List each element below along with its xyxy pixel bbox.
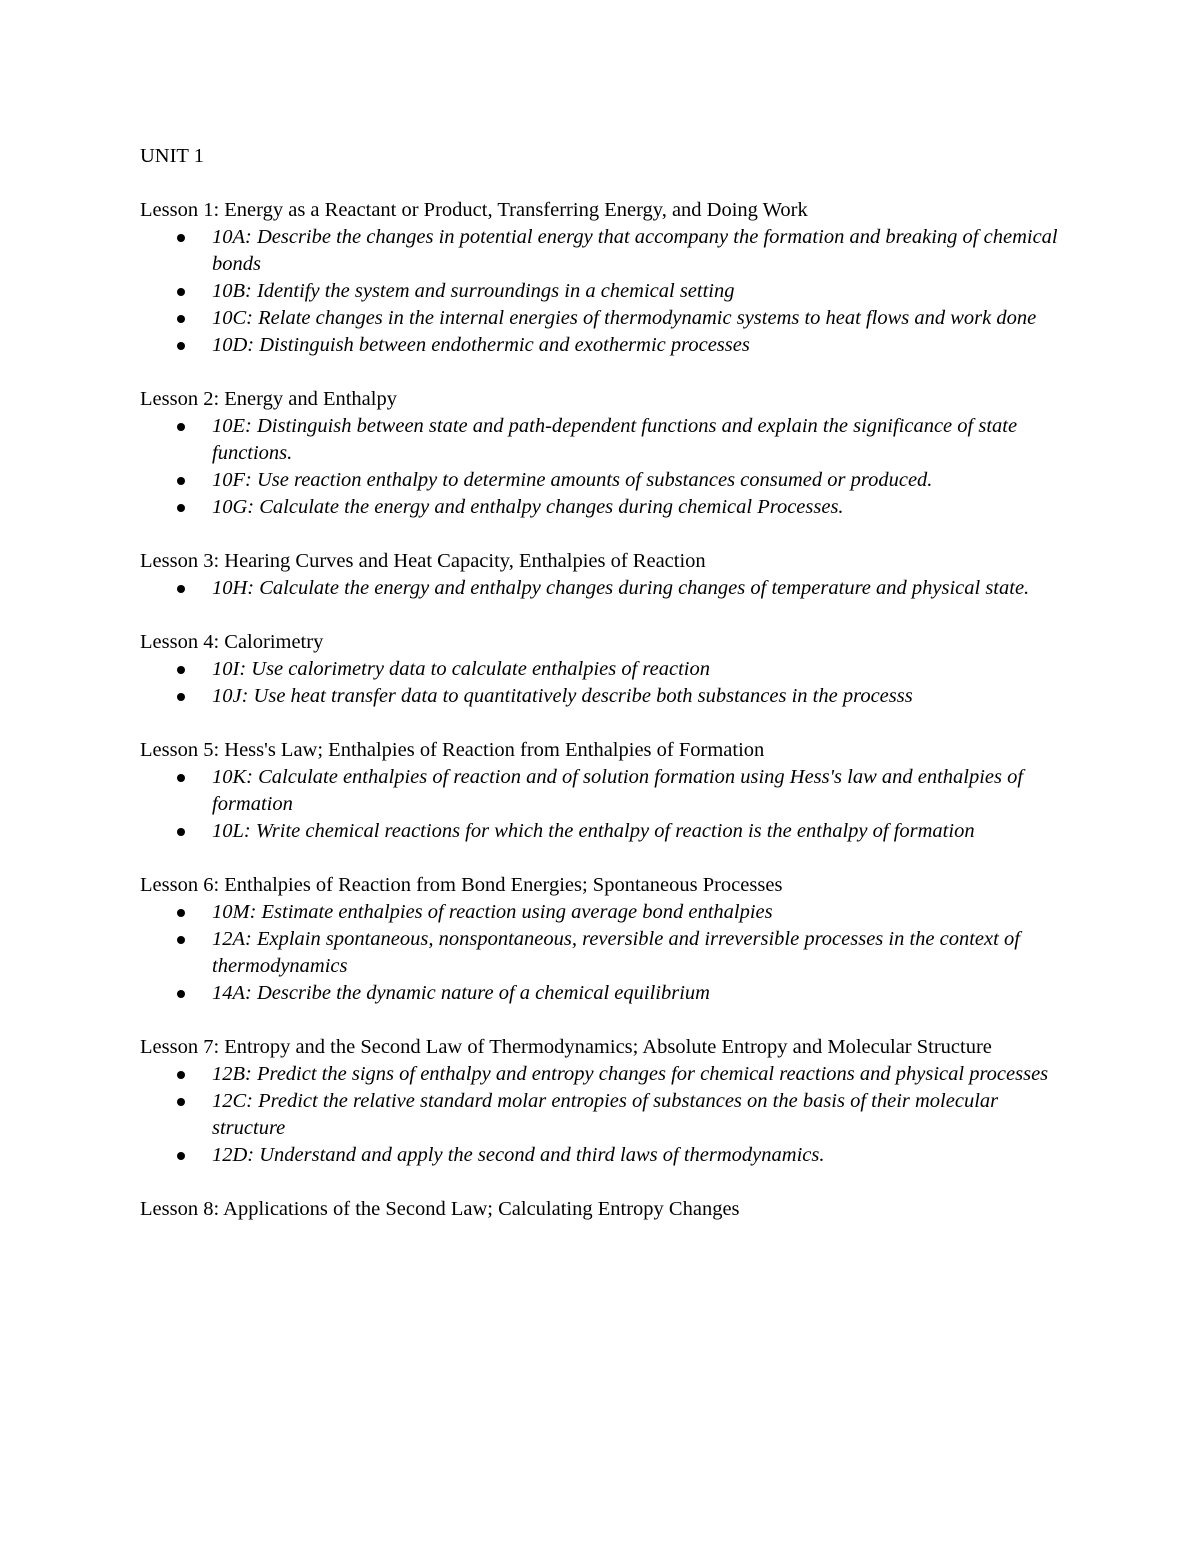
objective-text: 12D: Understand and apply the second and third laws of thermodynamics. [212, 1144, 825, 1166]
bullet-icon [177, 1098, 185, 1106]
objective-item [212, 575, 1070, 602]
objective-text: 10I: Use calorimetry data to calculate enthalpies of reaction [212, 658, 710, 680]
bullet-icon [177, 477, 185, 485]
objective-text: 10E: Distinguish between state and path-dependent functions and explain the significance of state functions. [212, 415, 1018, 464]
objective-list [140, 575, 1070, 602]
bullet-icon [177, 774, 185, 782]
objective-text: 10G: Calculate the energy and enthalpy changes during chemical Processes. [212, 496, 844, 518]
bullet-icon [177, 315, 185, 323]
bullet-icon [177, 585, 185, 593]
objective-item [212, 467, 1070, 494]
lesson-title: Lesson 6: Enthalpies of Reaction from Bond Energies; Spontaneous Processes [140, 874, 783, 896]
objective-item [212, 656, 1070, 683]
objective-list [140, 224, 1070, 359]
objective-list [140, 1061, 1070, 1169]
lesson-title: Lesson 8: Applications of the Second Law; Calculating Entropy Changes [140, 1198, 740, 1220]
objective-item [212, 305, 1070, 332]
objective-text: 12C: Predict the relative standard molar entropies of substances on the basis of their molecular structure [212, 1090, 999, 1139]
objective-text: 14A: Describe the dynamic nature of a chemical equilibrium [212, 982, 710, 1004]
bullet-icon [177, 1071, 185, 1079]
bullet-icon [177, 666, 185, 674]
bullet-icon [177, 828, 185, 836]
objective-item [212, 1061, 1070, 1088]
bullet-icon [177, 342, 185, 350]
objective-text: 10L: Write chemical reactions for which the enthalpy of reaction is the enthalpy of formation [212, 820, 975, 842]
objective-item [212, 764, 1070, 818]
bullet-icon [177, 504, 185, 512]
objective-item [212, 818, 1070, 845]
lesson-8 [140, 1196, 1070, 1223]
lesson-title: Lesson 5: Hess's Law; Enthalpies of Reaction from Enthalpies of Formation [140, 739, 765, 761]
bullet-icon [177, 423, 185, 431]
objective-text: 10H: Calculate the energy and enthalpy changes during changes of temperature and physical state. [212, 577, 1030, 599]
lesson-title: Lesson 4: Calorimetry [140, 631, 324, 653]
lesson-4 [140, 629, 1070, 710]
unit-title: UNIT 1 [140, 145, 204, 167]
lesson-title: Lesson 3: Hearing Curves and Heat Capacity, Enthalpies of Reaction [140, 550, 706, 572]
bullet-icon [177, 234, 185, 242]
objective-item [212, 413, 1070, 467]
document-content [140, 143, 1070, 1250]
objective-text: 10B: Identify the system and surroundings in a chemical setting [212, 280, 735, 302]
bullet-icon [177, 990, 185, 998]
objective-item [212, 278, 1070, 305]
objective-text: 12A: Explain spontaneous, nonspontaneous, reversible and irreversible processes in the context of thermodynamics [212, 928, 1020, 977]
objective-text: 10C: Relate changes in the internal energies of thermodynamic systems to heat flows and work done [212, 307, 1037, 329]
lesson-7 [140, 1034, 1070, 1169]
objective-item [212, 1142, 1070, 1169]
objective-text: 12B: Predict the signs of enthalpy and entropy changes for chemical reactions and physical processes [212, 1063, 1049, 1085]
bullet-icon [177, 1152, 185, 1160]
lesson-title: Lesson 1: Energy as a Reactant or Product, Transferring Energy, and Doing Work [140, 199, 808, 221]
objective-item [212, 494, 1070, 521]
objective-text: 10K: Calculate enthalpies of reaction and of solution formation using Hess's law and enthalpies of formation [212, 766, 1024, 815]
objective-item [212, 224, 1070, 278]
bullet-icon [177, 288, 185, 296]
lesson-2 [140, 386, 1070, 521]
objective-item [212, 899, 1070, 926]
objective-item [212, 926, 1070, 980]
lesson-5 [140, 737, 1070, 845]
objective-text: 10D: Distinguish between endothermic and exothermic processes [212, 334, 750, 356]
objective-text: 10F: Use reaction enthalpy to determine amounts of substances consumed or produced. [212, 469, 933, 491]
objective-item [212, 1088, 1070, 1142]
bullet-icon [177, 936, 185, 944]
objective-item [212, 332, 1070, 359]
objective-item [212, 683, 1070, 710]
objective-list [140, 764, 1070, 845]
lesson-title: Lesson 7: Entropy and the Second Law of Thermodynamics; Absolute Entropy and Molecular Structure [140, 1036, 992, 1058]
objective-list [140, 899, 1070, 1007]
objective-text: 10A: Describe the changes in potential energy that accompany the formation and breaking of chemical bonds [212, 226, 1058, 275]
objective-text: 10M: Estimate enthalpies of reaction using average bond enthalpies [212, 901, 773, 923]
bullet-icon [177, 693, 185, 701]
lesson-6 [140, 872, 1070, 1007]
objective-list [140, 413, 1070, 521]
lesson-1 [140, 197, 1070, 359]
objective-item [212, 980, 1070, 1007]
objective-text: 10J: Use heat transfer data to quantitatively describe both substances in the processs [212, 685, 913, 707]
objective-list [140, 656, 1070, 710]
lesson-title: Lesson 2: Energy and Enthalpy [140, 388, 397, 410]
lesson-3 [140, 548, 1070, 602]
bullet-icon [177, 909, 185, 917]
